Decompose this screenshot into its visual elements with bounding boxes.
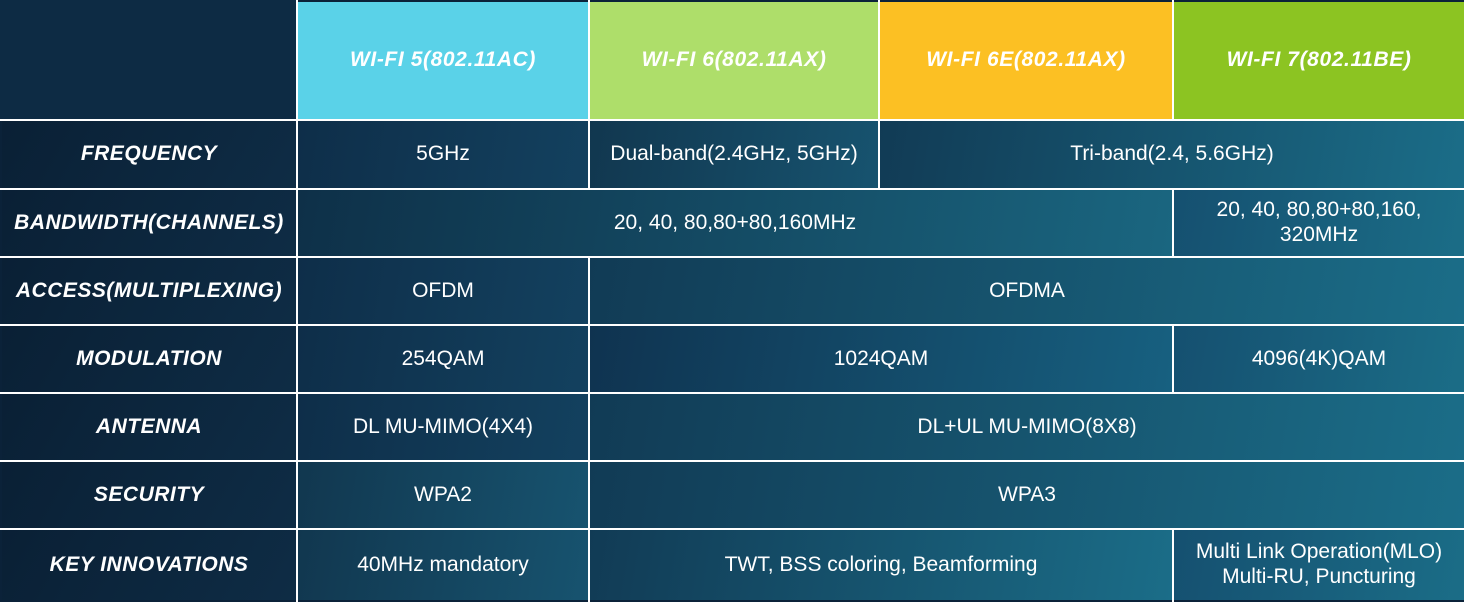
column-header-wifi6e: WI-FI 6E(802.11AX): [879, 1, 1173, 120]
cell-antenna-wifi5: DL MU-MIMO(4X4): [297, 393, 589, 461]
cell-bandwidth-wifi5-6-6e: 20, 40, 80,80+80,160MHz: [297, 189, 1173, 257]
cell-bandwidth-wifi7: 20, 40, 80,80+80,160, 320MHz: [1173, 189, 1464, 257]
cell-key-innovations-wifi6-6e: TWT, BSS coloring, Beamforming: [589, 529, 1173, 601]
cell-frequency-wifi5: 5GHz: [297, 120, 589, 189]
row-label-frequency: FREQUENCY: [1, 120, 297, 189]
row-label-security: SECURITY: [1, 461, 297, 529]
table-row: [1, 529, 1464, 601]
row-label-antenna: ANTENNA: [1, 393, 297, 461]
table-corner-cell: [1, 1, 297, 120]
cell-modulation-wifi7: 4096(4K)QAM: [1173, 325, 1464, 393]
cell-key-innovations-wifi7: Multi Link Operation(MLO) Multi-RU, Puncturing: [1173, 529, 1464, 601]
table-row: [1, 189, 1464, 257]
table-row: [1, 461, 1464, 529]
row-label-access: ACCESS(MULTIPLEXING): [1, 257, 297, 325]
column-header-wifi7: WI-FI 7(802.11BE): [1173, 1, 1464, 120]
table-row: [1, 120, 1464, 189]
table-row: [1, 257, 1464, 325]
row-label-bandwidth: BANDWIDTH(CHANNELS): [1, 189, 297, 257]
cell-key-innovations-wifi5: 40MHz mandatory: [297, 529, 589, 601]
cell-security-wifi6-6e-7: WPA3: [589, 461, 1464, 529]
table-row: [1, 325, 1464, 393]
column-header-wifi5: WI-FI 5(802.11AC): [297, 1, 589, 120]
table-header-row: [1, 1, 1464, 120]
cell-access-wifi6-6e-7: OFDMA: [589, 257, 1464, 325]
column-header-wifi6: WI-FI 6(802.11AX): [589, 1, 879, 120]
cell-antenna-wifi6-6e-7: DL+UL MU-MIMO(8X8): [589, 393, 1464, 461]
cell-frequency-wifi6e-wifi7: Tri-band(2.4, 5.6GHz): [879, 120, 1464, 189]
row-label-key-innovations: KEY INNOVATIONS: [1, 529, 297, 601]
cell-frequency-wifi6: Dual-band(2.4GHz, 5GHz): [589, 120, 879, 189]
row-label-modulation: MODULATION: [1, 325, 297, 393]
cell-security-wifi5: WPA2: [297, 461, 589, 529]
table-row: [1, 393, 1464, 461]
cell-modulation-wifi6-6e: 1024QAM: [589, 325, 1173, 393]
cell-modulation-wifi5: 254QAM: [297, 325, 589, 393]
cell-access-wifi5: OFDM: [297, 257, 589, 325]
